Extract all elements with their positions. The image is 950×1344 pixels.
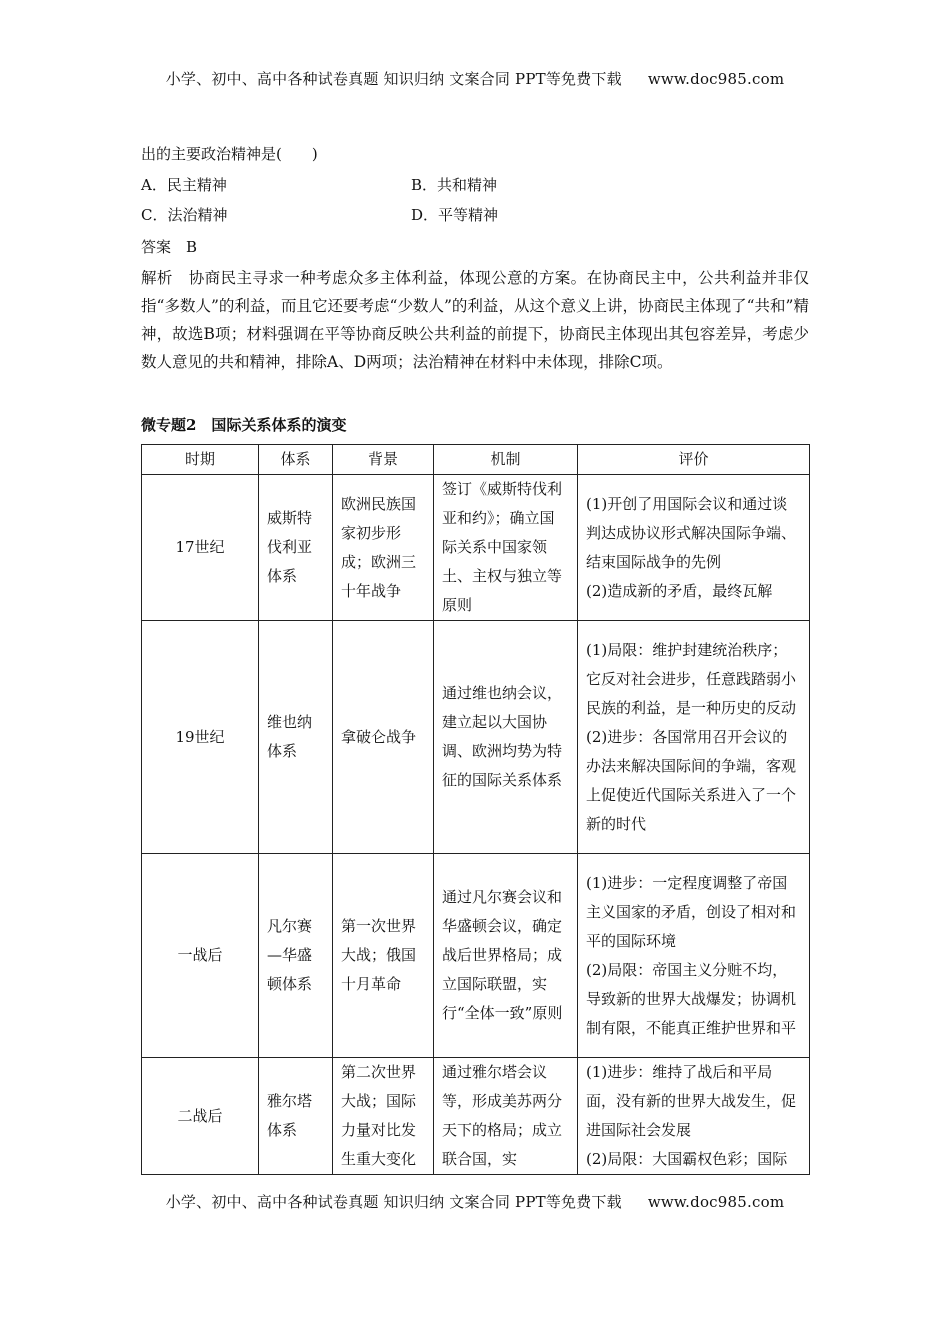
page-header — [0, 68, 950, 89]
page-footer — [0, 1191, 950, 1212]
header-evaluation: 评价 — [578, 445, 810, 475]
header-period: 时期 — [142, 445, 259, 475]
cell-system: 凡尔赛—华盛顿体系 — [259, 854, 333, 1058]
footer-text: 小学、初中、高中各种试卷真题 知识归纳 文案合同 PPT等免费下载 — [165, 1193, 622, 1211]
answer-label: 答案 — [141, 238, 172, 256]
header-text: 小学、初中、高中各种试卷真题 知识归纳 文案合同 PPT等免费下载 — [165, 70, 622, 88]
table-row — [142, 621, 810, 854]
evaluation-point: (2)造成新的矛盾，最终瓦解 — [586, 581, 773, 600]
section-title: 微专题2 国际关系体系的演变 — [141, 416, 347, 434]
cell-background: 欧洲民族国家初步形成；欧洲三十年战争 — [333, 475, 434, 621]
cell-period: 19世纪 — [142, 621, 259, 854]
cell-mechanism: 签订《威斯特伐利亚和约》；确立国际关系中国家领土、主权与独立等原则 — [434, 475, 578, 621]
evaluation-point: (1)进步：一定程度调整了帝国主义国家的矛盾，创设了相对和平的国际环境 — [586, 873, 797, 950]
cell-background: 第一次世界大战；俄国十月革命 — [333, 854, 434, 1058]
evaluation-point: (2)进步：各国常用召开会议的办法来解决国际间的争端，客观上促使近代国际关系进入了一个新的时代 — [586, 727, 797, 833]
cell-mechanism: 通过凡尔赛会议和华盛顿会议，确定战后世界格局；成立国际联盟，实行“全体一致”原则 — [434, 854, 578, 1058]
cell-mechanism: 通过维也纳会议，建立起以大国协调、欧洲均势为特征的国际关系体系 — [434, 621, 578, 854]
header-system: 体系 — [259, 445, 333, 475]
analysis-label: 解析 — [141, 269, 173, 287]
cell-system: 威斯特伐利亚体系 — [259, 475, 333, 621]
answer-value: B — [186, 238, 198, 256]
cell-evaluation — [578, 1058, 810, 1175]
question-stem: 出的主要政治精神是( ) — [141, 145, 318, 163]
cell-system: 维也纳体系 — [259, 621, 333, 854]
header-mechanism: 机制 — [434, 445, 578, 475]
answer-line — [141, 236, 197, 257]
evaluation-point: (2)局限：帝国主义分赃不均，导致新的世界大战爆发；协调机制有限，不能真正维护世界和平 — [586, 960, 797, 1037]
option-b: B．共和精神 — [411, 176, 498, 194]
cell-evaluation — [578, 621, 810, 854]
cell-evaluation — [578, 475, 810, 621]
international-systems-table — [141, 444, 810, 1175]
cell-period: 17世纪 — [142, 475, 259, 621]
table-row — [142, 475, 810, 621]
cell-mechanism: 通过雅尔塔会议等，形成美苏两分天下的格局；成立联合国，实 — [434, 1058, 578, 1175]
analysis-text: 协商民主寻求一种考虑众多主体利益，体现公意的方案。在协商民主中，公共利益并非仅指“多数人”的利益，而且它还要考虑“少数人”的利益，从这个意义上讲，协商民主体现了“共和”精神，故选B项；材料强调在平等协商反映公共利益的前提下，协商民主体现出其包容差异，考虑少数人意见的共和精神，排除A、D两项；法治精神在材料中未体现，排除C项。 — [141, 269, 809, 371]
table-row — [142, 854, 810, 1058]
evaluation-point: (1)局限：维护封建统治秩序；它反对社会进步，任意践踏弱小民族的利益，是一种历史的反动 — [586, 640, 797, 717]
cell-background: 拿破仑战争 — [333, 621, 434, 854]
cell-system: 雅尔塔体系 — [259, 1058, 333, 1175]
cell-background: 第二次世界大战；国际力量对比发生重大变化 — [333, 1058, 434, 1175]
evaluation-point: (2)局限：大国霸权色彩；国际 — [586, 1150, 788, 1168]
cell-evaluation — [578, 854, 810, 1058]
table-header-row — [142, 445, 810, 475]
cell-period: 二战后 — [142, 1058, 259, 1175]
option-c: C．法治精神 — [141, 206, 228, 224]
footer-site-link[interactable]: www.doc985.com — [647, 1193, 785, 1211]
evaluation-point: (1)进步：维持了战后和平局面，没有新的世界大战发生，促进国际社会发展 — [586, 1063, 797, 1139]
evaluation-point: (1)开创了用国际会议和通过谈判达成协议形式解决国际争端、结束国际战争的先例 — [586, 494, 797, 571]
header-site-link[interactable]: www.doc985.com — [647, 70, 785, 88]
table-row — [142, 1058, 810, 1175]
option-d: D．平等精神 — [411, 206, 499, 224]
analysis-paragraph — [141, 264, 809, 376]
header-background: 背景 — [333, 445, 434, 475]
cell-period: 一战后 — [142, 854, 259, 1058]
option-a: A．民主精神 — [141, 176, 227, 194]
